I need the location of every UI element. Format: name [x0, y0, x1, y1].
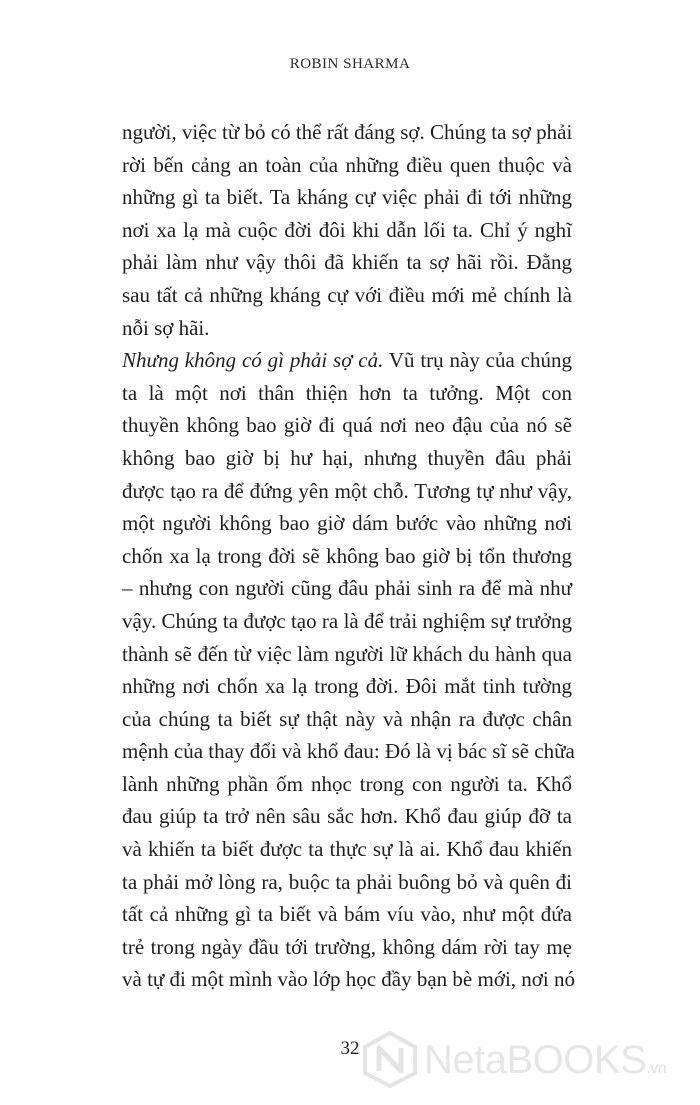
page-body — [122, 116, 575, 996]
text-line: ta là một nơi thân thiện hơn ta tưởng. Một con — [122, 380, 572, 405]
watermark — [362, 1030, 692, 1090]
text-line: trẻ trong ngày đầu tới trường, không dám rời tay mẹ — [122, 934, 572, 959]
watermark-suffix: .vn — [646, 1060, 667, 1077]
text-line: tất cả những gì ta biết và bám víu vào, như một đứa — [122, 902, 572, 927]
page-number: 32 — [340, 1038, 360, 1059]
paragraph-first-line — [122, 344, 572, 377]
text-line: của chúng ta biết sự thật này và nhận ra được chân — [122, 706, 572, 731]
watermark-brand: NetaBOOKS — [424, 1038, 647, 1082]
text-line: sau tất cả những kháng cự với điều mới mẻ chính là — [122, 282, 572, 307]
text-line: được tạo ra để đứng yên một chỗ. Tương tự như vậy, — [122, 478, 572, 503]
text-fragment: Vũ trụ này của chúng — [383, 348, 572, 373]
text-line: đau giúp ta trở nên sâu sắc hơn. Khổ đau giúp đỡ ta — [122, 804, 572, 829]
text-line: thành sẽ đến từ việc làm người lữ khách du hành qua — [122, 641, 572, 666]
text-line: vậy. Chúng ta được tạo ra là để trải nghiệm sự trưởng — [122, 608, 572, 633]
text-line: không bao giờ bị hư hại, nhưng thuyền đâu phải — [122, 445, 572, 470]
text-line: mệnh của thay đổi và khổ đau: Đó là vị bác sĩ sẽ chữa — [122, 739, 575, 764]
text-line: chốn xa lạ trong đời sẽ không bao giờ bị tổn thương — [122, 543, 572, 568]
running-header: ROBIN SHARMA — [289, 56, 411, 72]
text-line: thuyền không bao giờ đi quá nơi neo đậu của nó sẽ — [122, 413, 572, 438]
text-line: rời bến cảng an toàn của những điều quen thuộc và — [122, 152, 572, 177]
text-line: nơi xa lạ mà cuộc đời đôi khi dẫn lối ta. Chỉ ý nghĩ — [122, 217, 572, 242]
text-line: và khiến ta biết được ta thực sự là ai. Khổ đau khiến — [122, 837, 572, 862]
text-line: và tự đi một mình vào lớp học đầy bạn bè mới, nơi nó — [122, 967, 575, 992]
text-line: – nhưng con người cũng đâu phải sinh ra để mà như — [122, 576, 572, 601]
text-line: phải làm như vậy thôi đã khiến ta sợ hãi rồi. Đằng — [122, 250, 572, 275]
netabooks-logo-icon — [362, 1030, 418, 1088]
text-line: những gì ta biết. Ta kháng cự việc phải đi tới những — [122, 185, 572, 210]
text-line: những nơi chốn xa lạ trong đời. Đôi mắt tinh tường — [122, 674, 572, 699]
italic-phrase: Nhưng không có gì phải sợ cả. — [122, 348, 384, 373]
text-line: nỗi sợ hãi. — [122, 315, 210, 340]
text-line: lành những phần ốm nhọc trong con người ta. Khổ — [122, 771, 572, 796]
text-line: ta phải mở lòng ra, buộc ta phải buông bỏ và quên đi — [122, 869, 572, 894]
text-line: người, việc từ bỏ có thể rất đáng sợ. Chúng ta sợ phải — [122, 120, 573, 144]
watermark-text — [424, 1038, 666, 1083]
text-line: một người không bao giờ dám bước vào những nơi — [122, 511, 572, 536]
